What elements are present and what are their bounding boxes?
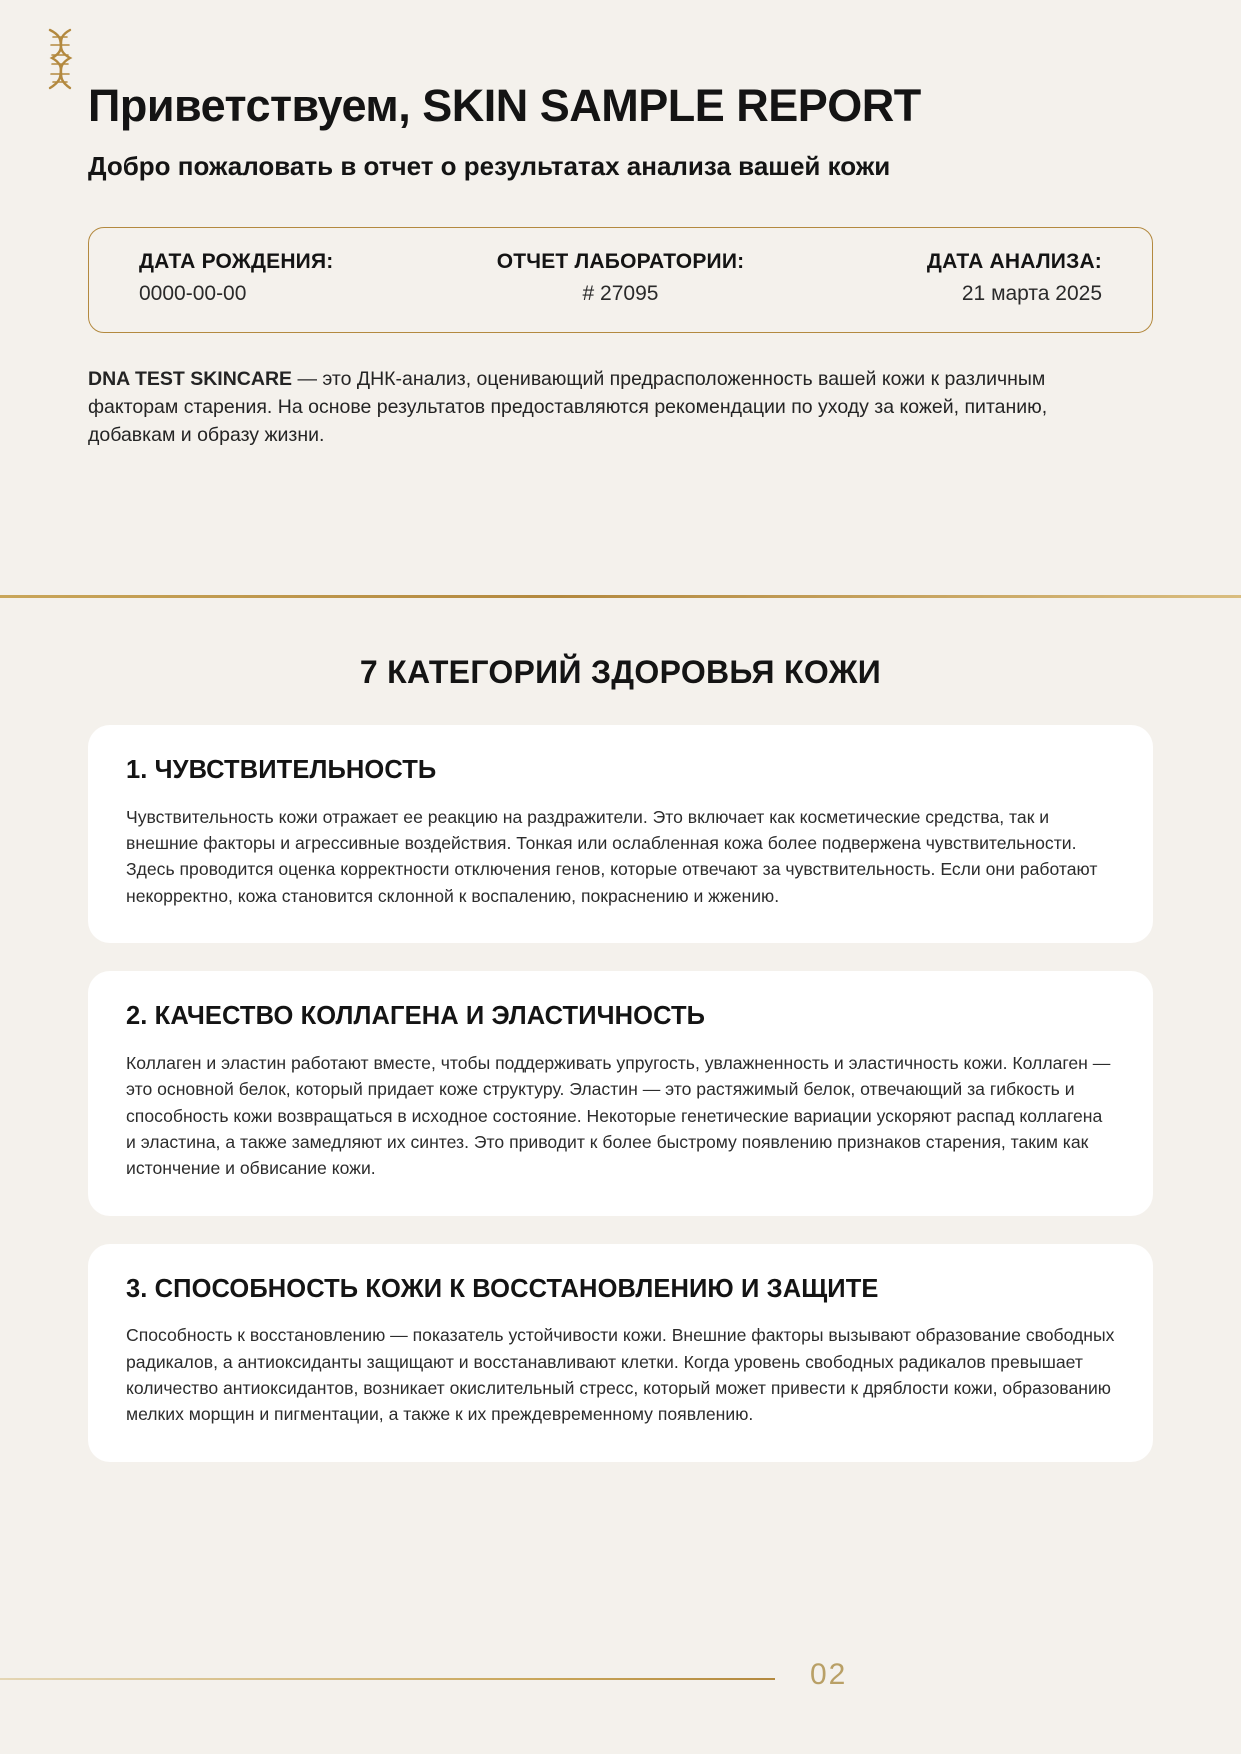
info-analysis-date	[794, 250, 1118, 306]
dna-helix-logo	[40, 28, 80, 90]
info-analysis-date-label: ДАТА АНАЛИЗА:	[926, 249, 1103, 273]
category-card-1	[88, 725, 1153, 943]
info-birth-date	[123, 250, 447, 306]
page-subtitle: Добро пожаловать в отчет о результатах анализа вашей кожи	[88, 150, 891, 181]
report-info-box	[88, 227, 1153, 333]
intro-paragraph	[88, 365, 1098, 450]
info-lab-report-value: # 27095	[582, 281, 659, 305]
category-card-2-title: 2. КАЧЕСТВО КОЛЛАГЕНА И ЭЛАСТИЧНОСТЬ	[126, 1002, 706, 1031]
category-card-2-body: Коллаген и эластин работают вместе, чтобы поддерживать упругость, увлажненность и эластичность кожи. Коллаген — это основной белок, который придает коже структуру. Эластин — это растяжимый белок, отвечающий за гибкость и способность кожи возвращаться в исходное состояние. Некоторые генетические вариации ускоряют распад коллагена и эластина, а также замедляют их синтез. Это приводит к более быстрому появлению признаков старения, таким как истончение и обвисание кожи.	[126, 1052, 1111, 1179]
intro-brand: DNA TEST SKINCARE	[88, 367, 293, 390]
page-number: 02	[810, 1658, 848, 1691]
info-lab-report-label: ОТЧЕТ ЛАБОРАТОРИИ:	[496, 249, 745, 273]
footer-rule	[0, 1678, 775, 1680]
info-lab-report	[467, 250, 775, 306]
info-birth-date-value: 0000-00-00	[139, 281, 247, 305]
category-card-1-title: 1. ЧУВСТВИТЕЛЬНОСТЬ	[126, 756, 437, 784]
category-card-1-body: Чувствительность кожи отражает ее реакцию на раздражители. Это включает как косметические средства, так и внешние факторы и агрессивные воздействия. Тонкая или ослабленная кожа более подвержена чувствительности. Здесь проводится оценка корректности отключения генов, которые отвечают за чувствительность. Если они работают некорректно, кожа становится склонной к воспалению, покраснению и жжению.	[126, 806, 1098, 906]
page-footer	[0, 1658, 1241, 1698]
intro-text: — это ДНК-анализ, оценивающий предрасположенность вашей кожи к различным факторам старения. На основе результатов предоставляются рекомендации по уходу за кожей, питанию, добавкам и образу жизни.	[88, 367, 1048, 447]
info-analysis-date-value: 21 марта 2025	[961, 281, 1103, 305]
hero-section	[0, 0, 1241, 598]
category-card-3-title: 3. СПОСОБНОСТЬ КОЖИ К ВОССТАНОВЛЕНИЮ И ЗАЩИТЕ	[126, 1274, 879, 1303]
category-card-3-body: Способность к восстановлению — показатель устойчивости кожи. Внешние факторы вызывают образование свободных радикалов, а антиоксиданты защищают и восстанавливают клетки. Когда уровень свободных радикалов превышает количество антиоксидантов, возникает окислительный стресс, который может привести к дряблости кожи, образованию мелких морщин и пигментации, а также к их преждевременному появлению.	[126, 1325, 1115, 1425]
category-card-2	[88, 971, 1153, 1216]
info-birth-date-label: ДАТА РОЖДЕНИЯ:	[139, 249, 334, 273]
category-card-3	[88, 1244, 1153, 1462]
page-title: Приветствуем, SKIN SAMPLE REPORT	[88, 80, 921, 131]
categories-section	[0, 654, 1241, 1462]
gold-divider	[0, 595, 1241, 598]
section-title: 7 КАТЕГОРИЙ ЗДОРОВЬЯ КОЖИ	[359, 654, 882, 690]
